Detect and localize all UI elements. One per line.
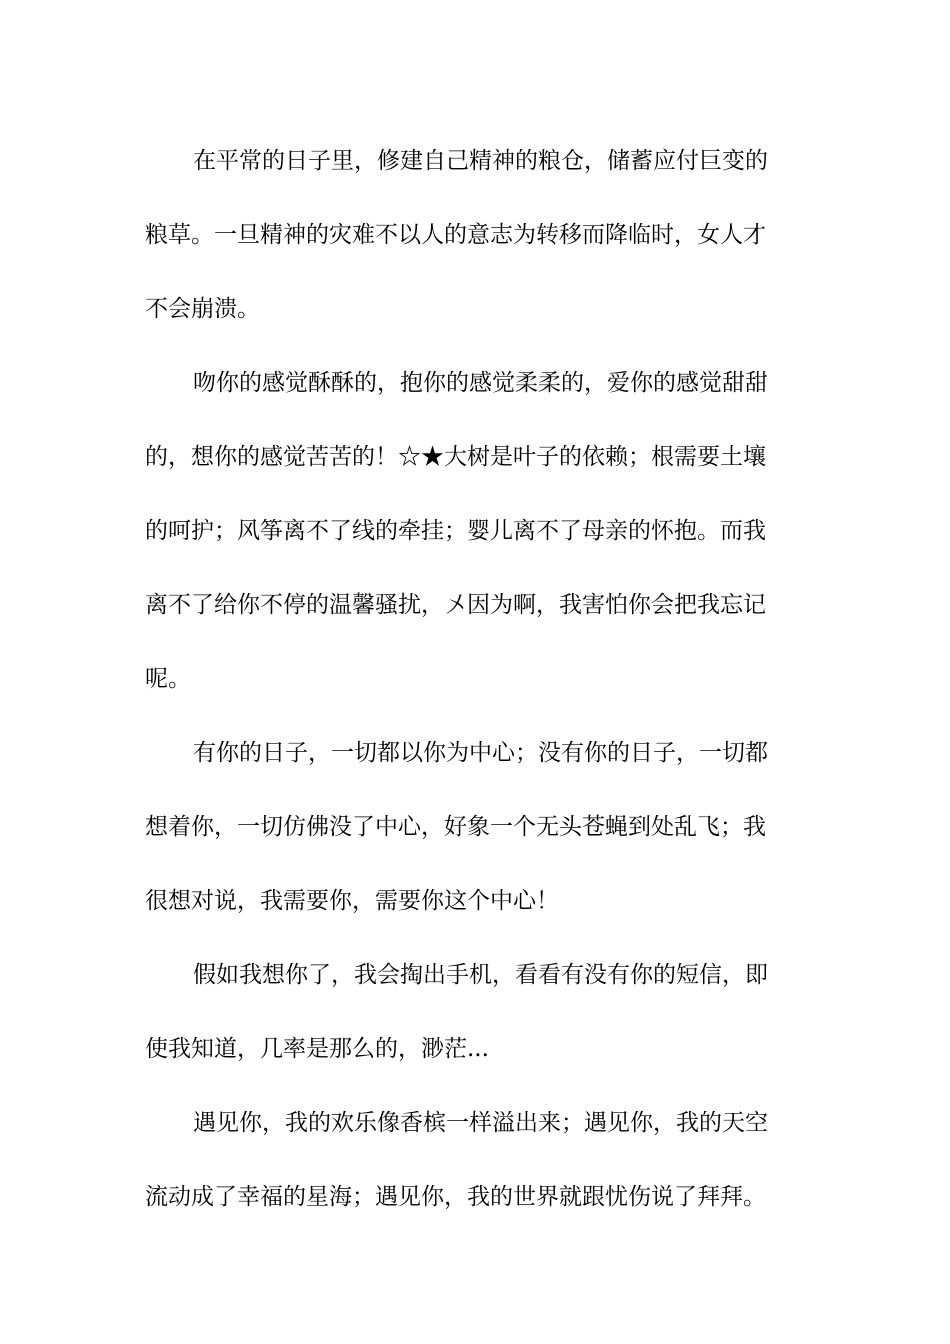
- text-line: 吻你的感觉酥酥的，抱你的感觉柔柔的，爱你的感觉甜甜: [193, 370, 768, 396]
- document-body: [145, 124, 805, 1234]
- text-line: 有你的日子，一切都以你为中心；没有你的日子，一切都: [193, 740, 768, 766]
- paragraph-5: [145, 1086, 805, 1234]
- text-line: 假如我想你了，我会掏出手机，看看有没有你的短信，即: [193, 962, 768, 988]
- text-line: 很想对说，我需要你，需要你这个中心！: [145, 888, 559, 914]
- text-line: 粮草。一旦精神的灾难不以人的意志为转移而降临时，女人才: [145, 222, 766, 248]
- text-line: 的，想你的感觉苦苦的！☆★大树是叶子的依赖；根需要土壤: [145, 444, 766, 470]
- text-line: 在平常的日子里，修建自己精神的粮仓，储蓄应付巨变的: [193, 148, 768, 174]
- text-line: 不会崩溃。: [145, 296, 260, 322]
- text-line: 的呵护；风筝离不了线的牵挂；婴儿离不了母亲的怀抱。而我: [145, 518, 766, 544]
- text-line: 想着你，一切仿佛没了中心，好象一个无头苍蝇到处乱飞；我: [145, 814, 766, 840]
- text-line: 遇见你，我的欢乐像香槟一样溢出来；遇见你，我的天空: [193, 1110, 768, 1136]
- text-line: 流动成了幸福的星海；遇见你，我的世界就跟忧伤说了拜拜。: [145, 1184, 766, 1210]
- paragraph-1: [145, 124, 805, 346]
- paragraph-3: [145, 716, 805, 938]
- text-line: 呢。: [145, 666, 191, 692]
- text-line: 使我知道，几率是那么的，渺茫...: [145, 1036, 489, 1062]
- paragraph-4: [145, 938, 805, 1086]
- paragraph-2: [145, 346, 805, 716]
- text-line: 离不了给你不停的温馨骚扰，〤因为啊，我害怕你会把我忘记: [145, 592, 766, 618]
